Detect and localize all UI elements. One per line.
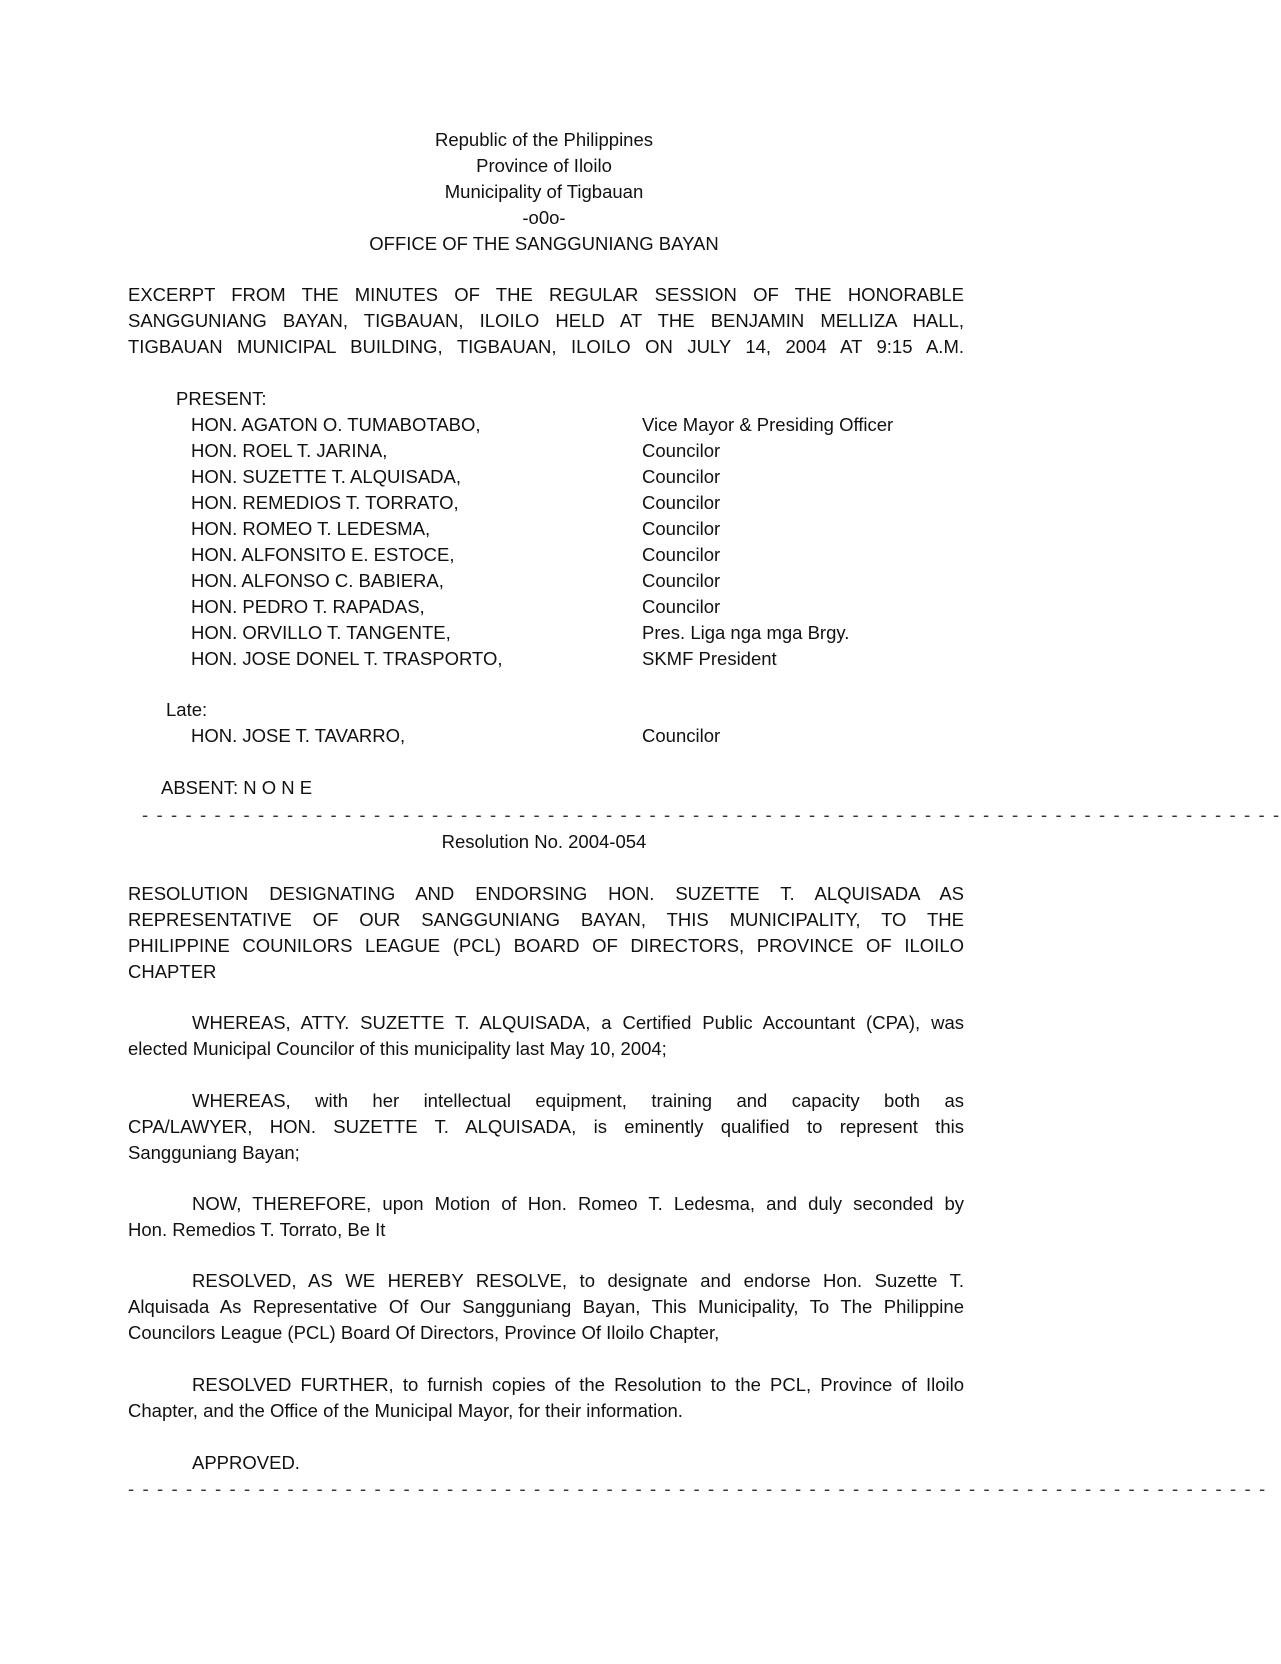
- attendee-role: Councilor: [642, 570, 721, 591]
- attendee-row: [0, 568, 1088, 594]
- paragraph-line: Alquisada As Representative Of Our Sangguniang Bayan, This Municipality, To The Philippine: [128, 1296, 964, 1317]
- header-province: Province of Iloilo: [476, 155, 612, 176]
- title-line: CHAPTER: [128, 961, 217, 982]
- attendee-name: HON. ALFONSO C. BABIERA,: [191, 570, 444, 591]
- attendee-name: HON. ORVILLO T. TANGENTE,: [191, 622, 451, 643]
- paragraph-line: elected Municipal Councilor of this municipality last May 10, 2004;: [128, 1038, 667, 1059]
- attendee-row-late: [0, 723, 1088, 749]
- paragraph-line: WHEREAS, ATTY. SUZETTE T. ALQUISADA, a Certified Public Accountant (CPA), was: [192, 1012, 964, 1033]
- whereas-paragraph-2: [128, 1088, 964, 1166]
- attendee-role: Councilor: [642, 596, 721, 617]
- header-office: OFFICE OF THE SANGGUNIANG BAYAN: [369, 233, 719, 254]
- present-label: PRESENT:: [176, 388, 267, 409]
- paragraph-line: Chapter, and the Office of the Municipal Mayor, for their information.: [128, 1400, 683, 1421]
- attendee-role: Councilor: [642, 440, 721, 461]
- attendee-name: HON. ALFONSITO E. ESTOCE,: [191, 544, 455, 565]
- attendee-name: HON. SUZETTE T. ALQUISADA,: [191, 466, 462, 487]
- attendee-role: Councilor: [642, 518, 721, 539]
- paragraph-line: RESOLVED, AS WE HEREBY RESOLVE, to designate and endorse Hon. Suzette T.: [192, 1270, 964, 1291]
- title-line: PHILIPPINE COUNILORS LEAGUE (PCL) BOARD OF DIRECTORS, PROVINCE OF ILOILO: [128, 935, 964, 956]
- attendee-row: [0, 490, 1088, 516]
- excerpt-line: EXCERPT FROM THE MINUTES OF THE REGULAR SESSION OF THE HONORABLE: [128, 284, 964, 305]
- header-republic: Republic of the Philippines: [434, 129, 654, 150]
- excerpt-paragraph: [128, 282, 964, 360]
- attendee-name: HON. ROMEO T. LEDESMA,: [191, 518, 431, 539]
- now-therefore-paragraph: [128, 1191, 964, 1243]
- attendee-row: [0, 542, 1088, 568]
- document-header: [0, 127, 1088, 257]
- attendee-name: HON. PEDRO T. RAPADAS,: [191, 596, 425, 617]
- paragraph-line: RESOLVED FURTHER, to furnish copies of the Resolution to the PCL, Province of Iloilo: [192, 1374, 964, 1395]
- attendee-name: HON. JOSE T. TAVARRO,: [191, 725, 406, 746]
- resolved-further-paragraph: [128, 1372, 964, 1424]
- attendee-role: Councilor: [642, 544, 721, 565]
- attendee-role: SKMF President: [642, 648, 777, 669]
- attendee-role: Councilor: [642, 492, 721, 513]
- paragraph-line: CPA/LAWYER, HON. SUZETTE T. ALQUISADA, is eminently qualified to represent this: [128, 1116, 964, 1137]
- resolved-paragraph: [128, 1268, 964, 1346]
- paragraph-line: Councilors League (PCL) Board Of Directors, Province Of Iloilo Chapter,: [128, 1322, 720, 1343]
- resolution-title: [128, 881, 964, 985]
- header-municipality: Municipality of Tigbauan: [444, 181, 644, 202]
- separator-line: - - - - - - - - - - - - - - - - - - - - - - - - - - - - - - - - - - - - - - - - - - - - - - - - - - - - - - - - - - - - - - - - - - - - - - - - - - - - - - -: [128, 1478, 1267, 1499]
- attendee-row: [0, 620, 1088, 646]
- attendee-row: [0, 646, 1088, 672]
- attendee-role: Councilor: [642, 725, 721, 746]
- attendee-row: [0, 438, 1088, 464]
- paragraph-line: Sangguniang Bayan;: [128, 1142, 300, 1163]
- attendee-row: [0, 516, 1088, 542]
- attendee-row: [0, 412, 1088, 438]
- attendee-role: Pres. Liga nga mga Brgy.: [642, 622, 850, 643]
- attendee-row: [0, 464, 1088, 490]
- separator-line: - - - - - - - - - - - - - - - - - - - - - - - - - - - - - - - - - - - - - - - - - - - - - - - - - - - - - - - - - - - - - - - - - - - - - - - - - - - - - - -: [142, 804, 1281, 825]
- attendee-row: [0, 594, 1088, 620]
- attendee-name: HON. AGATON O. TUMABOTABO,: [191, 414, 481, 435]
- attendee-role: Councilor: [642, 466, 721, 487]
- resolution-number: Resolution No. 2004-054: [441, 831, 647, 852]
- header-ornament: -o0o-: [522, 207, 566, 228]
- whereas-paragraph-1: [128, 1010, 964, 1062]
- title-line: RESOLUTION DESIGNATING AND ENDORSING HON. SUZETTE T. ALQUISADA AS: [128, 883, 964, 904]
- attendee-name: HON. ROEL T. JARINA,: [191, 440, 388, 461]
- attendee-name: HON. REMEDIOS T. TORRATO,: [191, 492, 459, 513]
- paragraph-line: WHEREAS, with her intellectual equipment, training and capacity both as: [192, 1090, 964, 1111]
- late-label: Late:: [166, 699, 208, 720]
- approved-label: APPROVED.: [192, 1452, 300, 1473]
- paragraph-line: Hon. Remedios T. Torrato, Be It: [128, 1219, 386, 1240]
- attendee-name: HON. JOSE DONEL T. TRASPORTO,: [191, 648, 503, 669]
- attendee-role: Vice Mayor & Presiding Officer: [642, 414, 894, 435]
- title-line: REPRESENTATIVE OF OUR SANGGUNIANG BAYAN, THIS MUNICIPALITY, TO THE: [128, 909, 964, 930]
- paragraph-line: NOW, THEREFORE, upon Motion of Hon. Romeo T. Ledesma, and duly seconded by: [192, 1193, 964, 1214]
- excerpt-line: SANGGUNIANG BAYAN, TIGBAUAN, ILOILO HELD AT THE BENJAMIN MELLIZA HALL,: [128, 310, 964, 331]
- absent-line: ABSENT: N O N E: [161, 777, 313, 798]
- excerpt-line: TIGBAUAN MUNICIPAL BUILDING, TIGBAUAN, ILOILO ON JULY 14, 2004 AT 9:15 A.M.: [128, 336, 964, 357]
